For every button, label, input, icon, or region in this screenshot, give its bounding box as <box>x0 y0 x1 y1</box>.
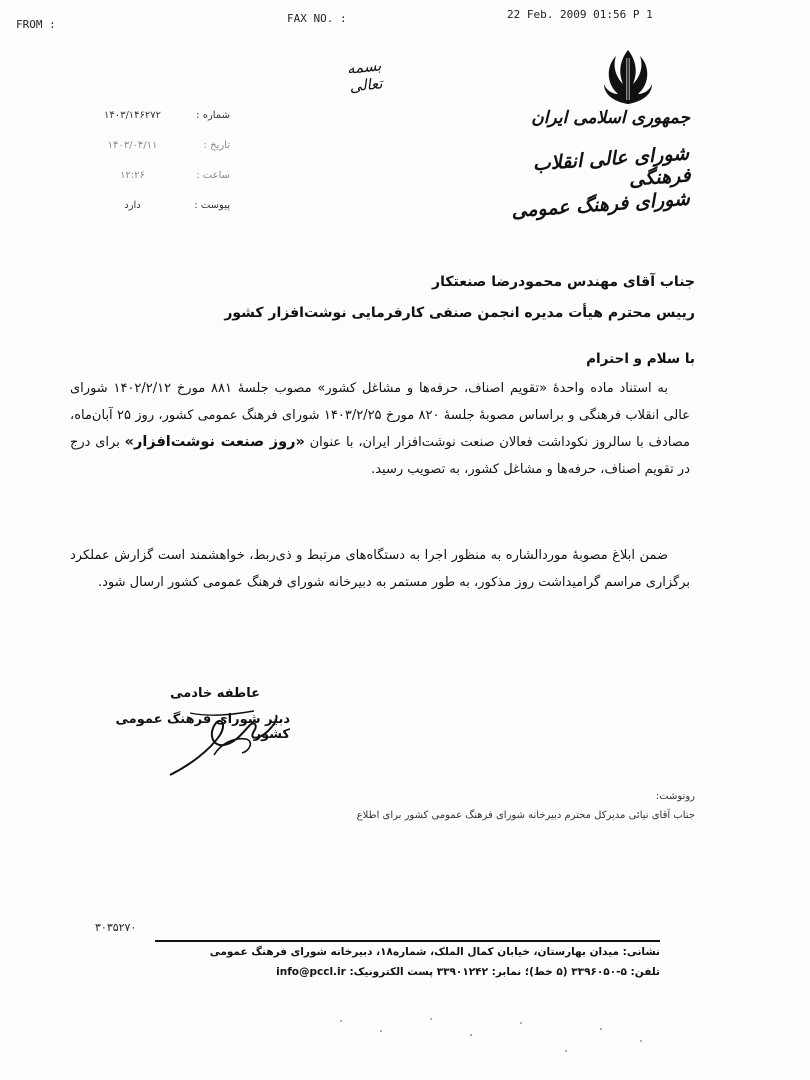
footer-contact: تلفن: ۵-۳۳۹۶۰۵۰ (۵ خط)؛ نمابر: ۳۳۹۰۱۲۴۲ پست الکترونیک: info@pccl.ir <box>276 966 660 978</box>
body-paragraph-1 <box>70 376 690 483</box>
fax-noise-speck <box>520 1022 522 1024</box>
recipient-title: رییس محترم هیأت مدیره انجمن صنفی کارفرمایی نوشت‌افزار کشور <box>224 305 695 321</box>
meta-number <box>95 110 230 128</box>
emblem-of-iran-icon <box>596 44 660 108</box>
signatory-title: دبیر شورای فرهنگ عمومی کشور <box>115 712 290 742</box>
fax-number-label: FAX NO. : <box>287 12 347 25</box>
fax-noise-speck <box>565 1050 567 1052</box>
meta-date-value: ۱۴۰۳/۰۴/۱۱ <box>107 140 158 151</box>
letterhead-country: جمهوری اسلامی ایران <box>531 108 690 128</box>
meta-attachment-value: دارد <box>124 200 141 211</box>
body-paragraph-2: ضمن ابلاغ مصوبهٔ موردالشاره به منظور اجرا به دستگاه‌های مرتبط و ذی‌ربط، خواهشمند است گزارش عملکرد برگزاری مراسم گرامیداشت روز مذکور، به طور مستمر به دبیرخانه شورای فرهنگ عمومی کشور ارسال شود. <box>70 548 690 590</box>
meta-number-value: ۱۴۰۳/۱۴۶۲۷۲ <box>103 110 162 121</box>
invocation-text: بسمه تعالی <box>346 56 384 96</box>
fax-datetime: 22 Feb. 2009 01:56 P 1 <box>507 8 653 21</box>
meta-time-label: ساعت : <box>196 170 230 181</box>
document-code: ۳۰۳۵۲۷۰ <box>95 921 137 934</box>
meta-date-label: تاریخ : <box>203 140 230 151</box>
meta-number-label: شماره : <box>196 110 230 121</box>
handwritten-signature <box>150 695 300 785</box>
meta-time <box>95 170 230 188</box>
fax-noise-speck <box>380 1030 382 1032</box>
body-p1-bold-title: «روز صنعت نوشت‌افزار» <box>124 434 305 450</box>
meta-attachment <box>95 200 230 218</box>
cc-label: رونوشت: <box>655 791 695 802</box>
fax-noise-speck <box>640 1040 642 1042</box>
recipient-name: جناب آقای مهندس محمودرضا صنعتکار <box>432 274 695 290</box>
fax-noise-speck <box>340 1020 342 1022</box>
meta-date <box>95 140 230 158</box>
fax-noise-speck <box>600 1028 602 1030</box>
body-p1-part2: برای درج در تقویم اصناف، حرفه‌ها و مشاغل کشور، به تصویب رسید. <box>70 435 690 477</box>
fax-noise-speck <box>470 1034 472 1036</box>
letterhead-council: شورای عالی انقلاب فرهنگی <box>532 142 692 191</box>
fax-from-label: FROM : <box>16 18 56 31</box>
fax-noise-speck <box>430 1018 432 1020</box>
footer-divider <box>155 940 660 942</box>
greeting: با سلام و احترام <box>586 351 695 367</box>
meta-attachment-label: پیوست : <box>194 200 230 211</box>
signatory-name: عاطفه خادمی <box>170 686 260 701</box>
meta-time-value: ۱۲:۲۶ <box>120 170 145 181</box>
letterhead-public-culture: شورای فرهنگ عمومی <box>510 187 691 223</box>
footer-address: نشانی: میدان بهارستان، خیابان کمال الملک، شماره۱۸، دبیرخانه شورای فرهنگ عمومی <box>209 946 660 958</box>
cc-line: جناب آقای نیائی مدیرکل محترم دبیرخانه شورای فرهنگ عمومی کشور برای اطلاع <box>356 810 695 821</box>
body-p1-part1: به استناد ماده واحدهٔ «تقویم اصناف، حرفه‌ها و مشاغل کشور» مصوب جلسهٔ ۸۸۱ مورخ ۱۴۰۲/۲/۱۲ شورای عالی انقلاب فرهنگی و براساس مصوبهٔ جلسهٔ ۸۲۰ مورخ ۱۴۰۳/۲/۲۵ شورای فرهنگ عمومی کشور، روز ۲۵ آبان‌ماه، مصادف با سالروز نکوداشت فعالان صنعت نوشت‌افزار ایران، با عنوان <box>70 381 690 450</box>
